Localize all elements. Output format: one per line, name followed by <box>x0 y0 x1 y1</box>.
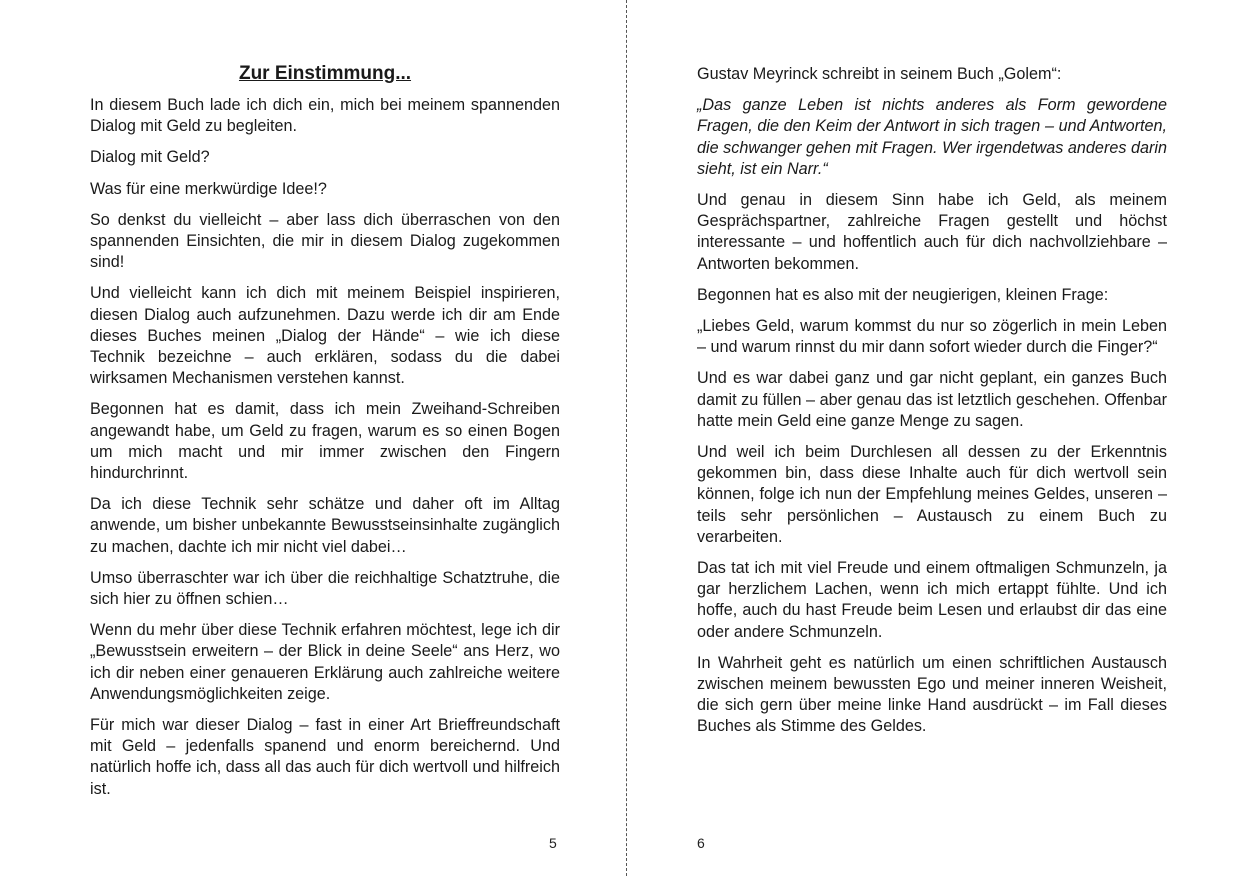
paragraph: In Wahrheit geht es natürlich um einen schriftlichen Austausch zwischen meinem bewussten Ego und meiner inneren Weisheit, die sich gern über meine linke Hand ausdrückt – im Fall dieses Buches als Stimme des Geldes. <box>697 653 1167 736</box>
paragraph: Das tat ich mit viel Freude und einem oftmaligen Schmunzeln, ja gar herzlichem Lachen, wenn ich mich ertappt fühlte. Und ich hoffe, auch du hast Freude beim Lesen und erlaubst dir das eine oder andere Schmunzeln. <box>697 559 1167 641</box>
paragraph: Begonnen hat es damit, dass ich mein Zweihand-Schreiben angewandt habe, um Geld zu fragen, warum es so einen Bogen um mich macht und mir immer zwischen den Fingern hindurchrinnt. <box>90 400 560 483</box>
paragraph: Dialog mit Geld? <box>90 148 210 167</box>
paragraph: Was für eine merkwürdige Idee!? <box>90 179 327 198</box>
left-page <box>90 62 560 810</box>
paragraph: Wenn du mehr über diese Technik erfahren möchtest, lege ich dir „Bewusstsein erweitern – der Blick in deine Seele“ ans Herz, wo ich dir neben einer genaueren Erklärung auch zahlreiche weitere Anwendungsmöglichkeiten zeige. <box>90 621 560 703</box>
page-number-left: 5 <box>549 835 557 851</box>
quote-block: „Das ganze Leben ist nichts anderes als Form gewordene Fragen, die den Keim der Antwort in sich tragen – und Antworten, die schwanger gehen mit Fragen. Wer irgendetwas anderes darin sieht, ist ein Narr.“ <box>697 96 1167 178</box>
paragraph: Umso überraschter war ich über die reichhaltige Schatztruhe, die sich hier zu öffnen schien… <box>90 568 560 609</box>
paragraph: Für mich war dieser Dialog – fast in einer Art Brieffreundschaft mit Geld – jedenfalls spanend und enorm bereichernd. Und natürlich hoffe ich, dass all das auch für dich wertvoll und hilfreich ist. <box>90 716 560 798</box>
paragraph: Begonnen hat es also mit der neugierigen, kleinen Frage: <box>697 285 1109 304</box>
paragraph: Und weil ich beim Durchlesen all dessen zu der Erkenntnis gekommen bin, dass diese Inhalte auch für dich wertvoll sein können, folge ich nun der Empfehlung meines Geldes, unseren – teils sehr persönlichen – Austausch zu einem Buch zu verarbeiten. <box>697 443 1167 546</box>
chapter-title: Zur Einstimmung... <box>238 63 412 84</box>
paragraph: Und vielleicht kann ich dich mit meinem Beispiel inspirieren, diesen Dialog auch aufzunehmen. Dazu werde ich dir am Ende dieses Buches meinen „Dialog der Hände“ – wie ich diese Technik bezeichne – auch erklären, sodass du die dabei wirksamen Mechanismen verstehen kannst. <box>90 284 560 388</box>
paragraph: In diesem Buch lade ich dich ein, mich bei meinem spannenden Dialog mit Geld zu begleiten. <box>90 96 560 136</box>
paragraph: So denkst du vielleicht – aber lass dich überraschen von den spannenden Einsichten, die mir in diesem Dialog zugekommen sind! <box>90 210 560 272</box>
paragraph-intro: Gustav Meyrinck schreibt in seinem Buch „Golem“: <box>697 65 1062 83</box>
paragraph: Da ich diese Technik sehr schätze und daher oft im Alltag anwende, um bisher unbekannte Bewusstseinsinhalte zugänglich zu machen, dachte ich mir nicht viel dabei… <box>90 495 560 556</box>
page-fold-divider <box>626 0 627 876</box>
right-page <box>697 64 1167 748</box>
page-number-right: 6 <box>697 835 705 851</box>
paragraph: Und genau in diesem Sinn habe ich Geld, als meinem Gesprächspartner, zahlreiche Fragen gestellt und höchst interessante – und hoffentlich auch für dich nachvollziehbare – Antworten bekommen. <box>697 191 1167 273</box>
paragraph-question: „Liebes Geld, warum kommst du nur so zögerlich in mein Leben – und warum rinnst du mir dann sofort wieder durch die Finger?“ <box>697 317 1167 357</box>
paragraph: Und es war dabei ganz und gar nicht geplant, ein ganzes Buch damit zu füllen – aber genau das ist letztlich geschehen. Offenbar hatte mein Geld eine ganze Menge zu sagen. <box>697 369 1167 430</box>
